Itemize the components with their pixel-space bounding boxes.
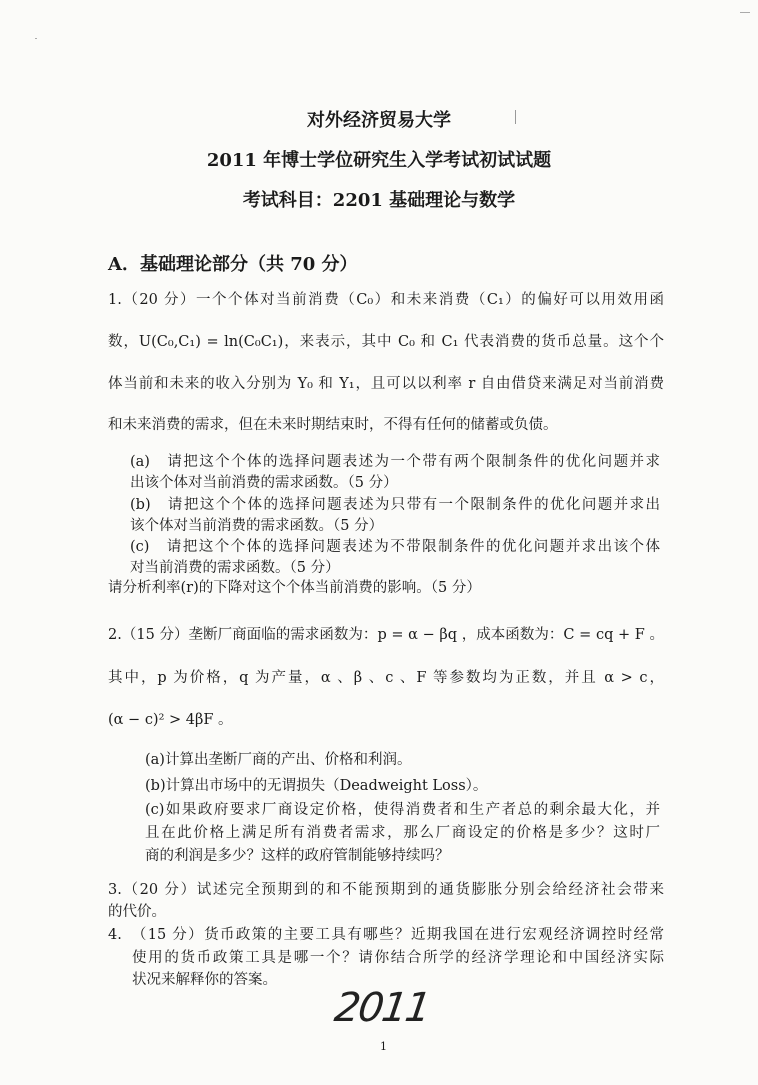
exam-title: 2011 年博士学位研究生入学考试初试试题 <box>206 150 552 171</box>
q2-sub-b: (b)计算出市场中的无谓损失（Deadweight Loss）。 <box>145 778 488 794</box>
q4-line: 状况来解释你的答案。 <box>132 972 277 988</box>
q1-sub-a: (a) 请把这个个体的选择问题表述为一个带有两个限制条件的优化问题并求 <box>130 454 660 470</box>
scan-mark <box>515 110 516 124</box>
q2-sub-a: (a)计算出垄断厂商的产出、价格和利润。 <box>145 752 412 768</box>
q4-line: 使用的货币政策工具是哪一个？请你结合所学的经济学理论和中国经济实际 <box>132 950 664 966</box>
q2-sub-c: (c)如果政府要求厂商设定价格，使得消费者和生产者总的剩余最大化，并 <box>145 802 660 818</box>
handwritten-year: 2011 <box>331 985 433 1031</box>
q3-line: 3.（20 分）试述完全预期到的和不能预期到的通货膨胀分别会给经济社会带来 <box>108 882 664 898</box>
exam-subject: 考试科目：2201 基础理论与数学 <box>242 190 516 211</box>
scan-speck <box>35 38 37 39</box>
q2-sub-c-cont: 且在此价格上满足所有消费者需求，那么厂商设定的价格是多少？这时厂 <box>145 825 660 841</box>
q2-line: 2.（15 分）垄断厂商面临的需求函数为：p = α − βq ，成本函数为：C = cq + F 。 <box>108 627 664 643</box>
q1-line: 数，U(C₀,C₁) = ln(C₀C₁)，来表示，其中 C₀ 和 C₁ 代表消费的货币总量。这个个 <box>108 334 664 350</box>
q1-sub-c-cont: 对当前消费的需求函数。（5 分） <box>130 560 340 576</box>
q1-sub-b-cont: 该个体对当前消费的需求函数。（5 分） <box>130 518 384 534</box>
q3-line: 的代价。 <box>108 904 166 920</box>
q1-line: 体当前和未来的收入分别为 Y₀ 和 Y₁，且可以以利率 r 自由借贷来满足对当前消费 <box>108 376 664 392</box>
scan-speck <box>740 12 750 13</box>
q1-line: 和未来消费的需求，但在未来时期结束时，不得有任何的储蓄或负债。 <box>108 417 558 433</box>
q1-sub-c: (c) 请把这个个体的选择问题表述为不带限制条件的优化问题并求出该个体 <box>130 539 660 555</box>
q1-line: 1.（20 分）一个个体对当前消费（C₀）和未来消费（C₁）的偏好可以用效用函 <box>108 292 664 308</box>
q2-line: 其中，p 为价格，q 为产量，α 、β 、c 、F 等参数均为正数，并且 α > c， <box>108 670 664 686</box>
q1-sub-b: (b) 请把这个个体的选择问题表述为只带有一个限制条件的优化问题并求出 <box>130 497 660 513</box>
q2-line: (α − c)² > 4βF 。 <box>108 712 233 728</box>
page-number: 1 <box>380 1040 387 1053</box>
q4-line: 4. （15 分）货币政策的主要工具有哪些？近期我国在进行宏观经济调控时经常 <box>108 927 664 943</box>
university-name: 对外经济贸易大学 <box>307 110 451 131</box>
section-a-heading: A．基础理论部分（共 70 分） <box>108 254 358 275</box>
q2-sub-c-cont: 商的利润是多少？这样的政府管制能够持续吗？ <box>145 848 450 864</box>
q1-sub-a-cont: 出该个体对当前消费的需求函数。（5 分） <box>130 475 398 491</box>
q1-final: 请分析利率(r)的下降对这个个体当前消费的影响。（5 分） <box>108 580 481 596</box>
